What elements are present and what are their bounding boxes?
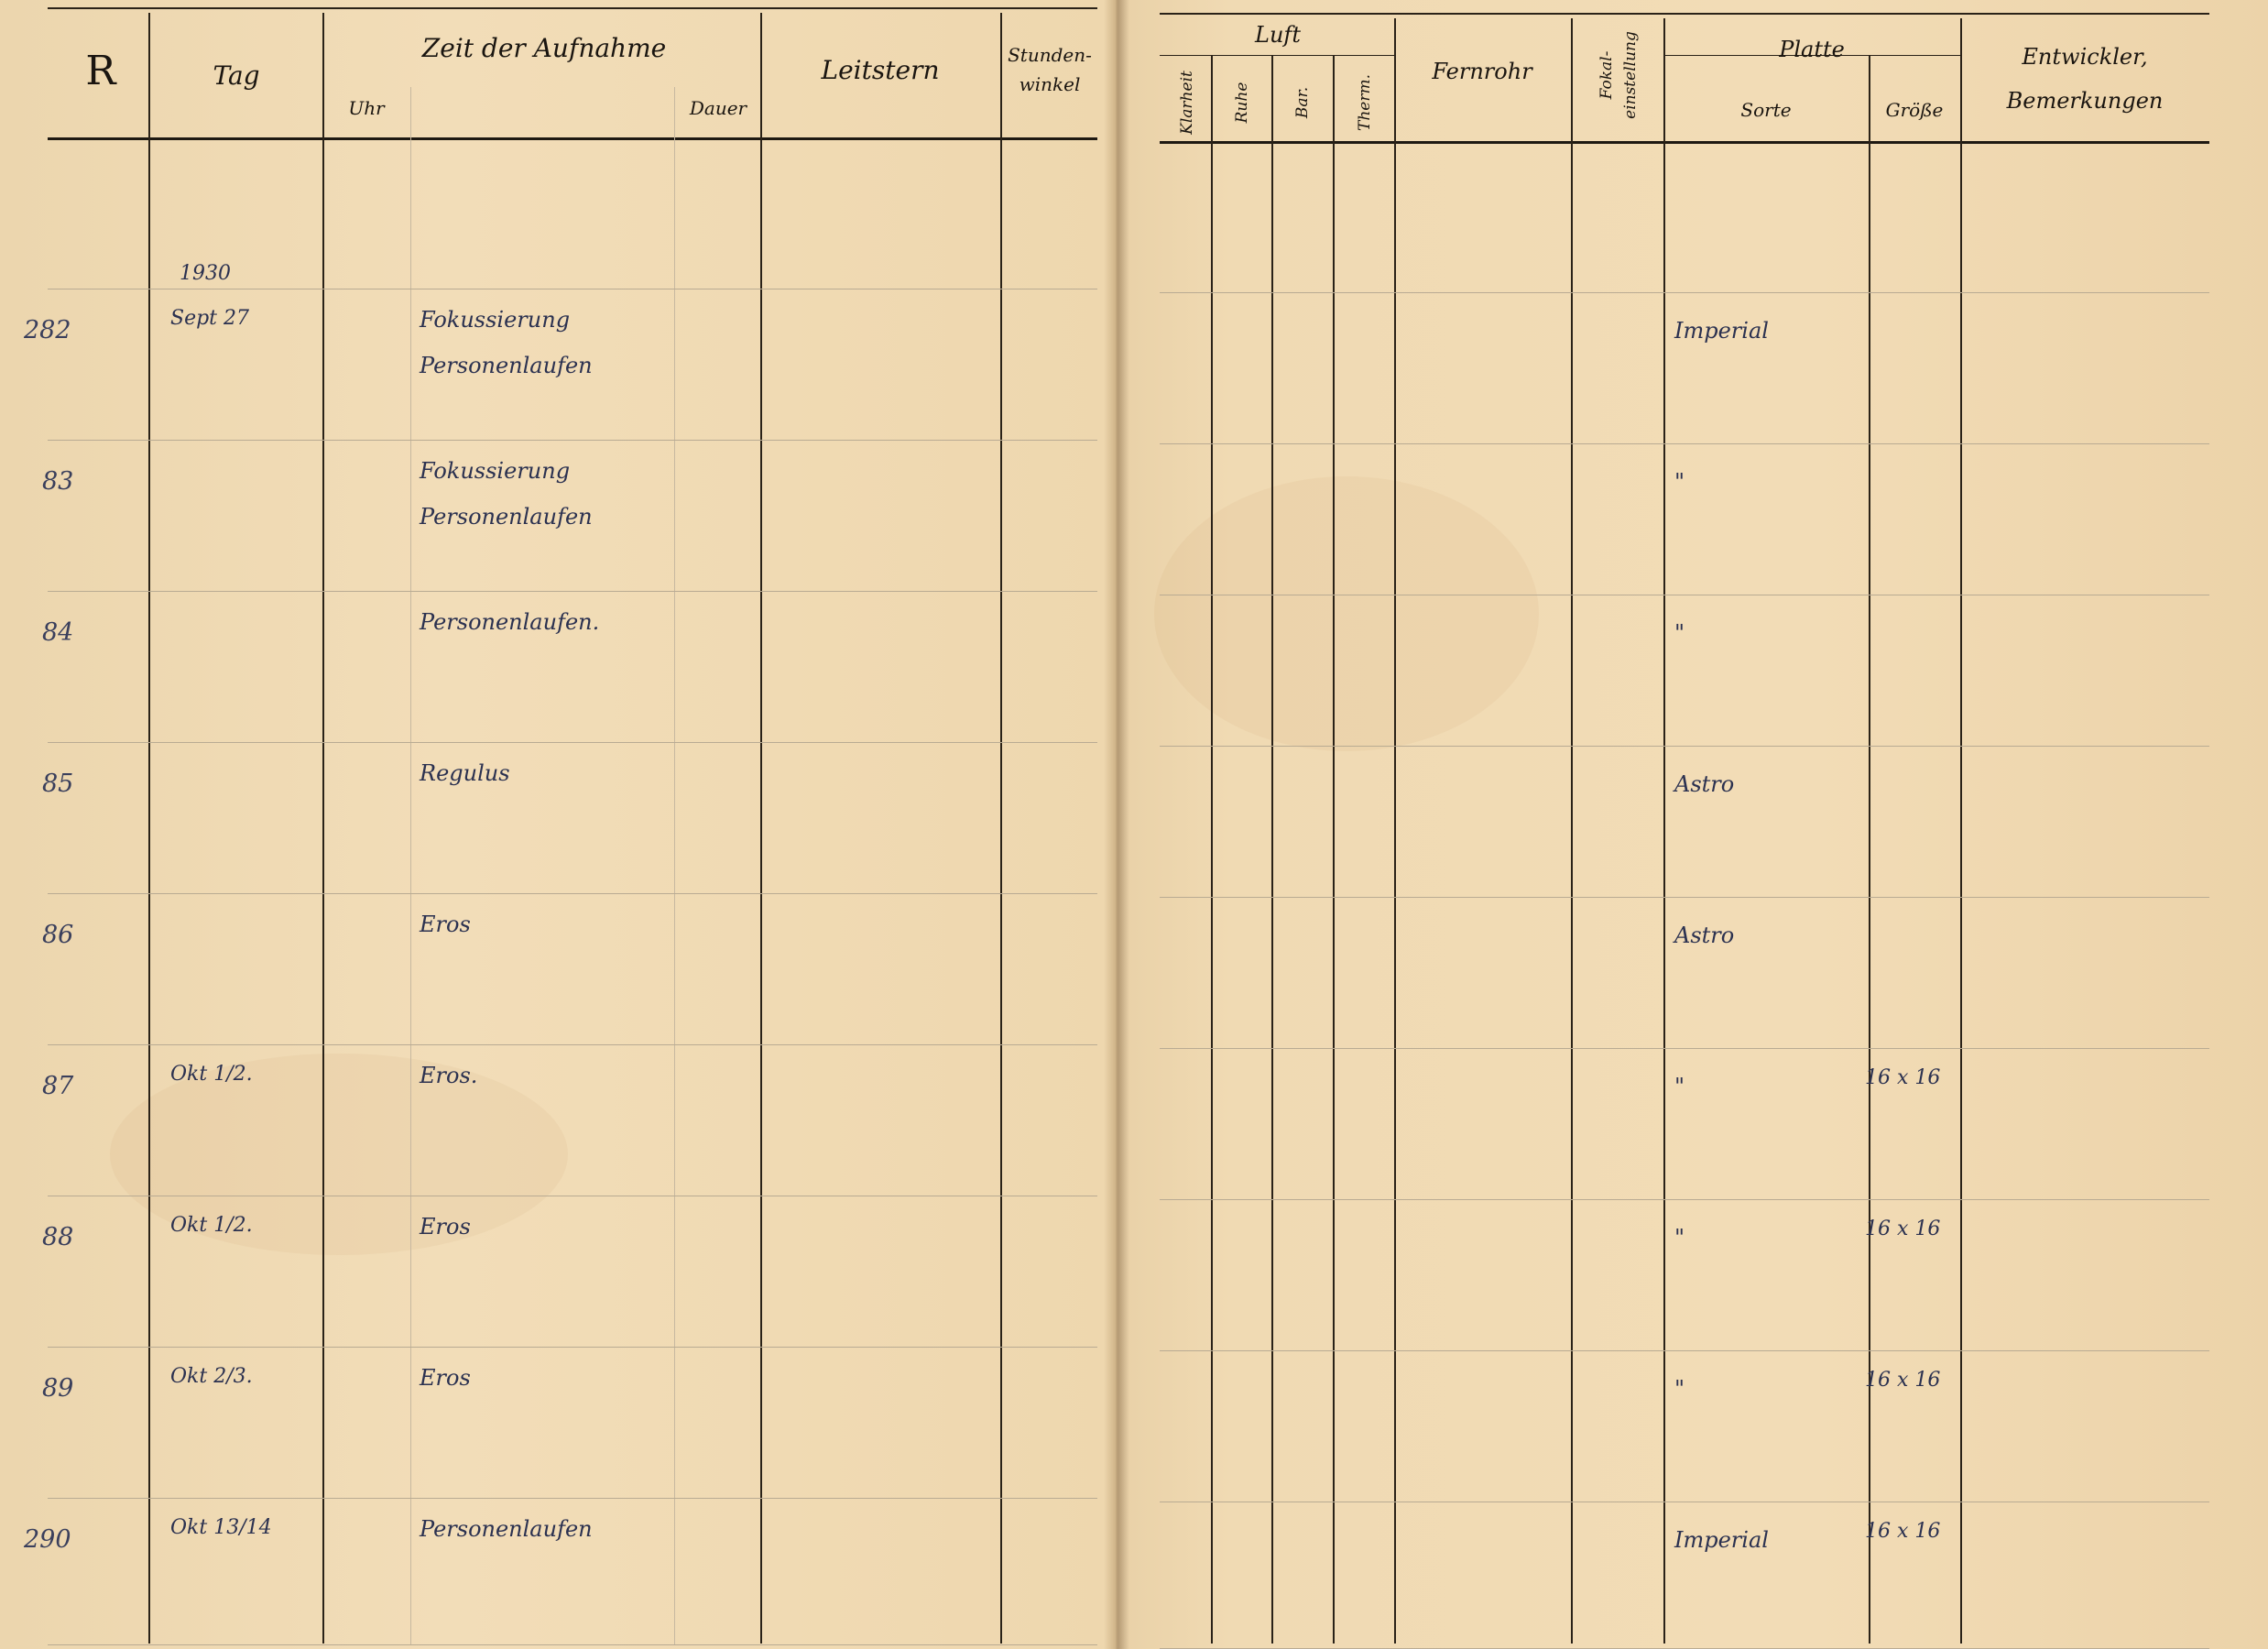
entry-object: Fokussierung xyxy=(420,458,571,484)
header-platte: Platte xyxy=(1779,37,1845,62)
header-zeit: Zeit der Aufnahme xyxy=(421,33,667,63)
header-stundenwinkel-1: Stunden- xyxy=(1008,44,1092,66)
plate-type: " xyxy=(1674,1225,1685,1250)
column-rule xyxy=(148,13,150,1644)
column-rule xyxy=(1869,55,1870,1644)
header-fernrohr: Fernrohr xyxy=(1432,59,1532,84)
header-tag: Tag xyxy=(213,60,260,91)
header-leitstern: Leitstern xyxy=(821,55,940,85)
row-separator xyxy=(1160,443,2209,444)
entry-number: 86 xyxy=(42,921,74,949)
row-separator xyxy=(1160,1350,2209,1351)
header-bar: Bar. xyxy=(1293,86,1312,119)
plate-type: Imperial xyxy=(1674,1527,1769,1553)
plate-type: Astro xyxy=(1674,923,1735,948)
header-groesse: Größe xyxy=(1885,99,1944,121)
entry-number: 85 xyxy=(42,770,74,798)
plate-type: Astro xyxy=(1674,771,1735,797)
entry-number: 89 xyxy=(42,1374,74,1403)
row-separator xyxy=(1160,1199,2209,1200)
entry-number: 84 xyxy=(42,618,74,647)
entry-object: Eros xyxy=(420,912,471,937)
entry-date: Okt 2/3. xyxy=(170,1365,253,1388)
plate-size: 16 x 16 xyxy=(1865,1066,1941,1089)
row-separator xyxy=(48,1644,1097,1645)
entry-number: 290 xyxy=(24,1525,71,1554)
row-separator xyxy=(48,1044,1097,1045)
header-stundenwinkel-2: winkel xyxy=(1019,73,1081,95)
column-rule xyxy=(1211,55,1213,1644)
year-label: 1930 xyxy=(180,262,231,285)
column-rule xyxy=(1271,55,1273,1644)
header-r: R xyxy=(85,48,116,94)
header-dauer: Dauer xyxy=(689,97,747,119)
row-separator xyxy=(1160,292,2209,293)
header-klarheit: Klarheit xyxy=(1178,71,1196,135)
entry-object: Eros. xyxy=(420,1063,478,1088)
header-fokal-2: einstellung xyxy=(1621,31,1640,119)
entry-number: 282 xyxy=(24,316,71,344)
plate-type: " xyxy=(1674,620,1685,646)
header-ruhe: Ruhe xyxy=(1233,82,1251,124)
column-rule xyxy=(760,13,762,1644)
row-separator xyxy=(48,591,1097,592)
entry-date: Okt 13/14 xyxy=(170,1516,272,1539)
entry-object: Personenlaufen. xyxy=(420,609,600,635)
header-rule xyxy=(1160,141,2209,144)
column-rule xyxy=(1394,18,1396,1644)
column-rule xyxy=(1663,18,1665,1644)
column-rule xyxy=(410,87,411,1644)
plate-size: 16 x 16 xyxy=(1865,1369,1941,1392)
entry-number: 88 xyxy=(42,1223,74,1251)
header-rule xyxy=(48,137,1097,140)
right-page xyxy=(1116,0,2268,1649)
entry-object: Eros xyxy=(420,1214,471,1239)
left-page xyxy=(0,0,1116,1649)
entry-date: Okt 1/2. xyxy=(170,1063,253,1086)
header-uhr: Uhr xyxy=(348,97,385,119)
entry-object: Fokussierung xyxy=(420,307,571,333)
plate-type: " xyxy=(1674,1074,1685,1099)
row-separator xyxy=(48,893,1097,894)
row-separator xyxy=(48,742,1097,743)
plate-type: Imperial xyxy=(1674,318,1769,344)
row-separator xyxy=(1160,746,2209,747)
plate-size: 16 x 16 xyxy=(1865,1218,1941,1240)
header-entwickler: Entwickler, xyxy=(2022,44,2148,70)
column-rule xyxy=(674,87,675,1644)
top-rule xyxy=(1160,13,2209,15)
column-rule xyxy=(322,13,324,1644)
top-rule xyxy=(48,7,1097,9)
entry-object: Personenlaufen xyxy=(420,504,593,530)
header-sorte: Sorte xyxy=(1740,99,1792,121)
column-rule xyxy=(1000,13,1002,1644)
row-separator xyxy=(1160,897,2209,898)
column-rule xyxy=(1960,18,1962,1644)
entry-object: Personenlaufen xyxy=(420,353,593,378)
entry-object: Regulus xyxy=(420,760,510,786)
plate-size: 16 x 16 xyxy=(1865,1520,1941,1543)
book-gutter xyxy=(1104,0,1129,1649)
header-bemerkungen: Bemerkungen xyxy=(2006,88,2164,114)
column-rule xyxy=(1333,55,1335,1644)
entry-object: Personenlaufen xyxy=(420,1516,593,1542)
header-luft: Luft xyxy=(1255,22,1301,48)
plate-type: " xyxy=(1674,1376,1685,1402)
row-separator xyxy=(48,440,1097,441)
plate-type: " xyxy=(1674,469,1685,495)
header-fokal-1: Fokal- xyxy=(1597,50,1616,100)
row-separator xyxy=(1160,1048,2209,1049)
luft-rule xyxy=(1160,55,1394,56)
entry-number: 83 xyxy=(42,467,74,496)
column-rule xyxy=(1571,18,1573,1644)
header-therm: Therm. xyxy=(1356,74,1374,131)
entry-date: Okt 1/2. xyxy=(170,1214,253,1237)
entry-number: 87 xyxy=(42,1072,74,1100)
entry-object: Eros xyxy=(420,1365,471,1391)
row-separator xyxy=(48,1498,1097,1499)
row-separator xyxy=(48,1347,1097,1348)
entry-date: Sept 27 xyxy=(170,307,250,330)
